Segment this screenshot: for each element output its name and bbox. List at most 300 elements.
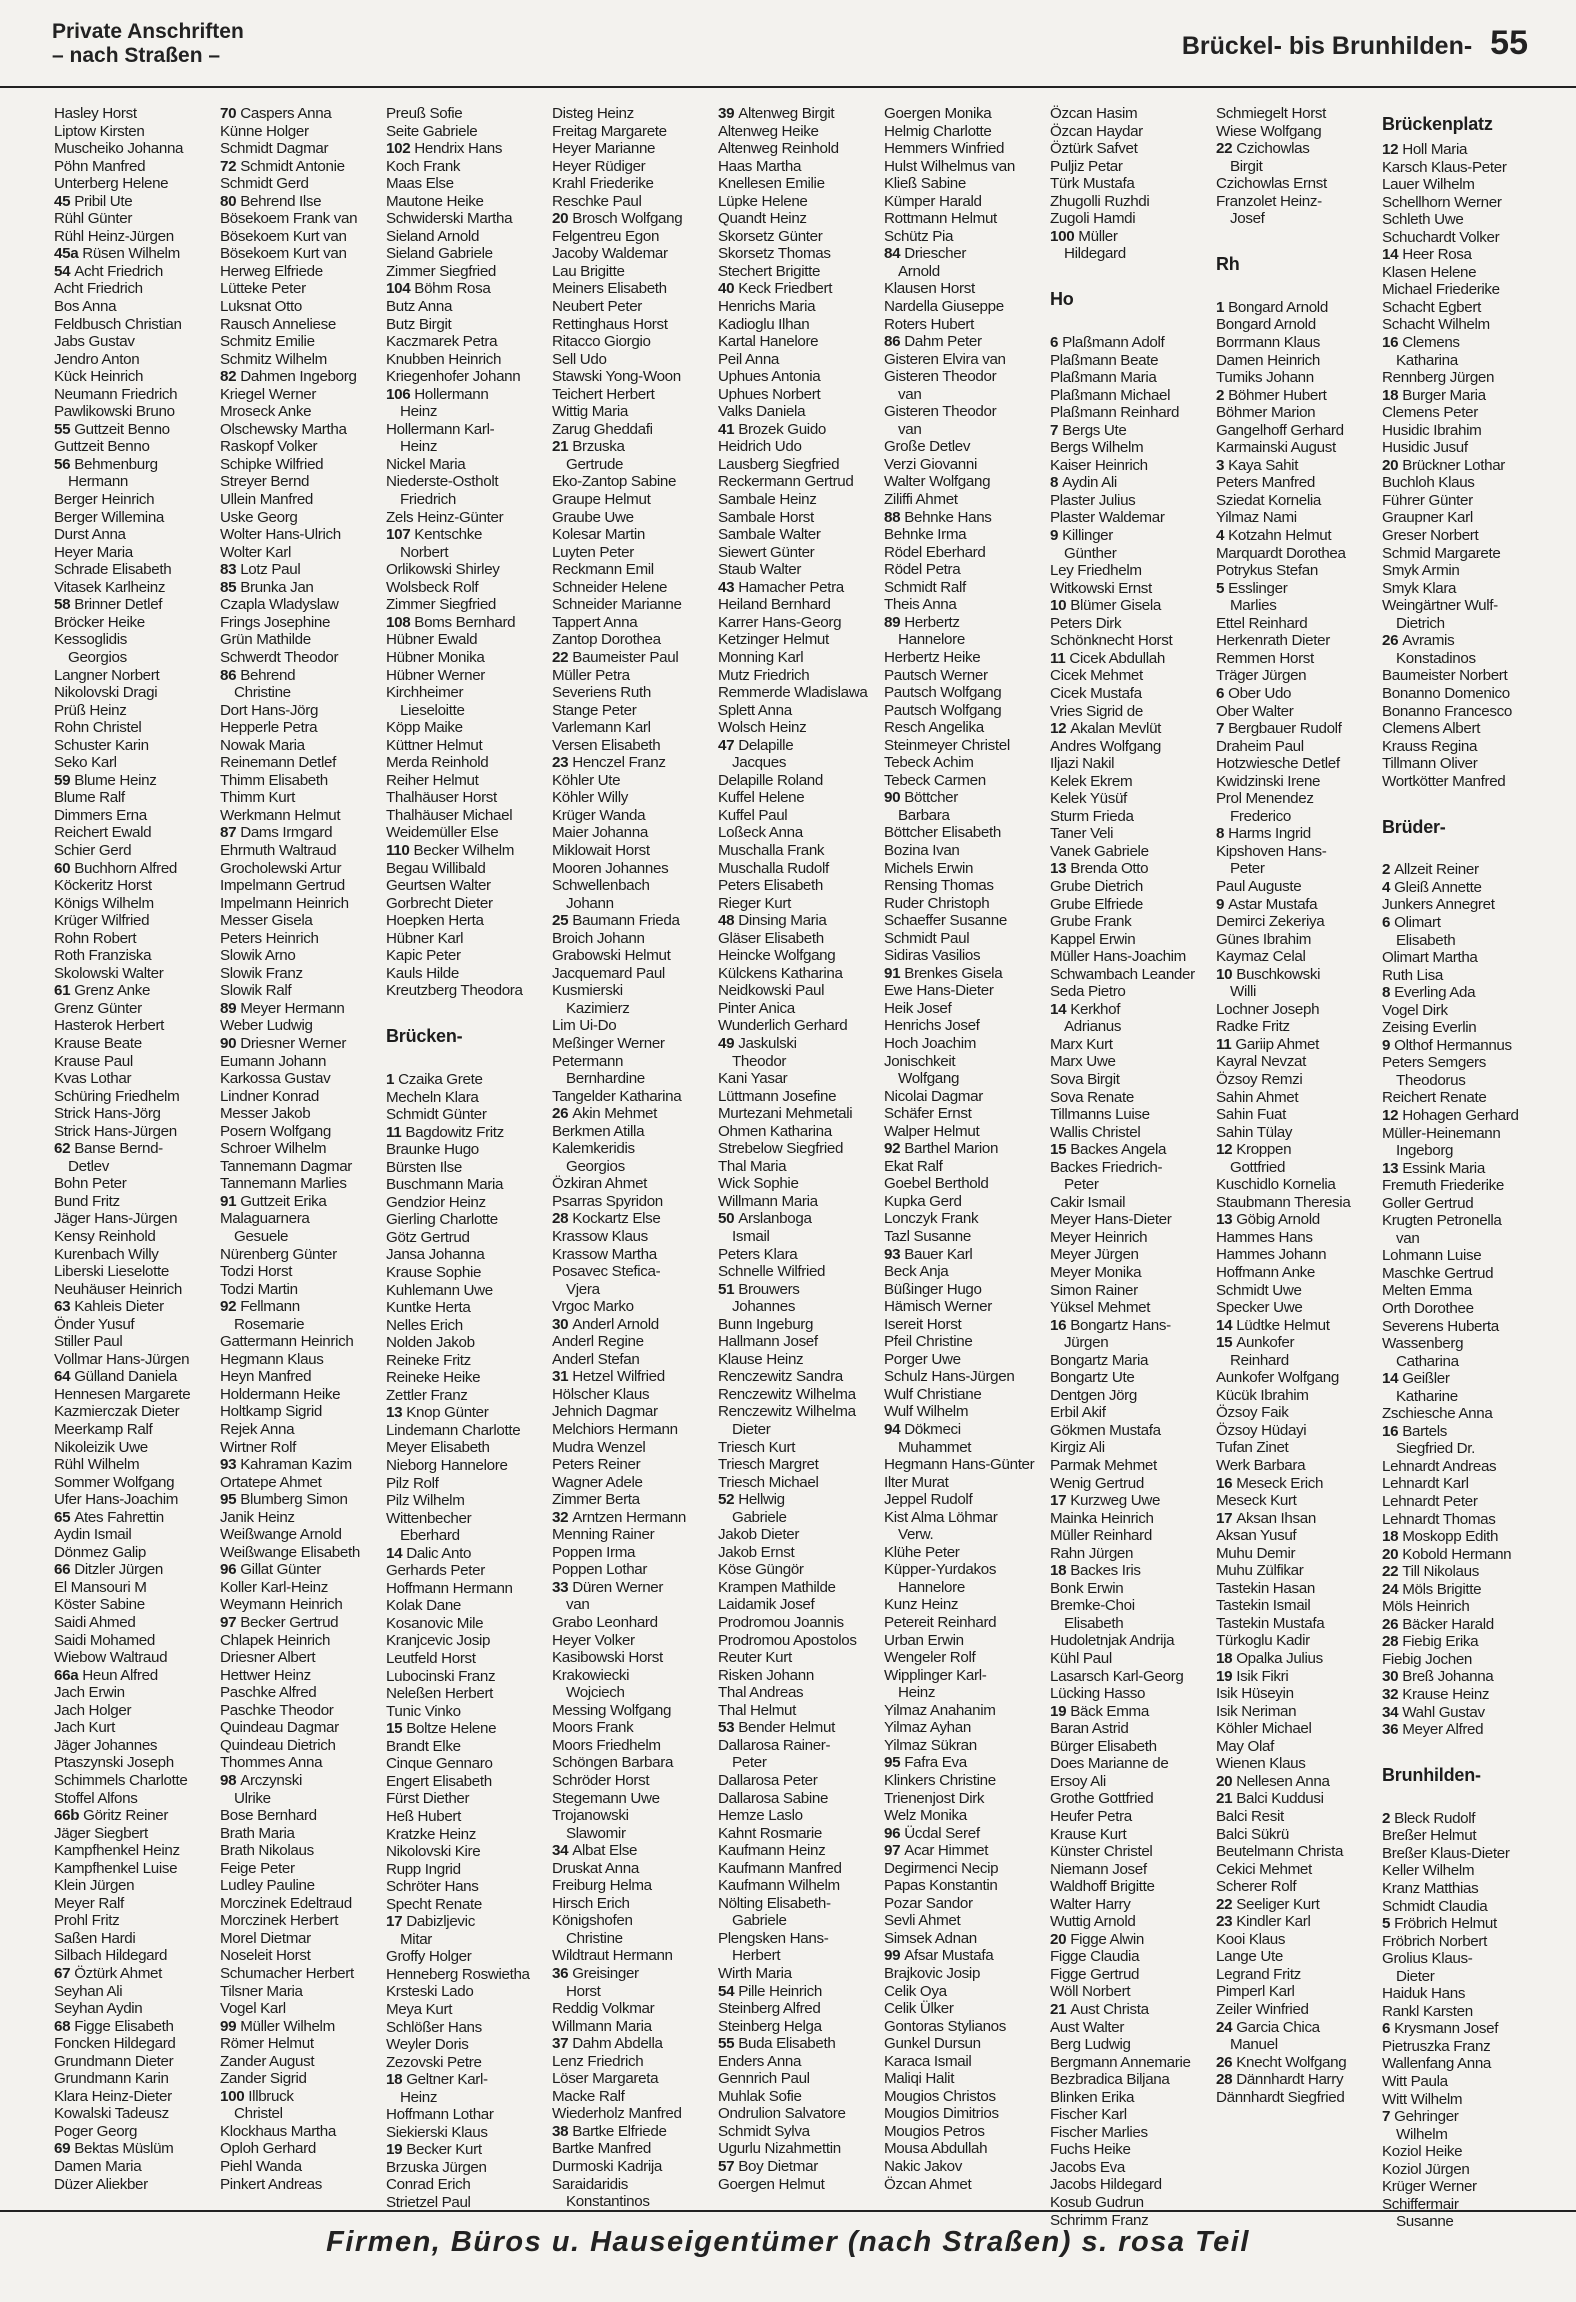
directory-entry (1216, 2054, 1382, 2072)
resident-name: Böttcher (904, 789, 958, 807)
house-number: 49 (718, 1034, 735, 1052)
directory-entry: Aust Walter (1050, 2018, 1125, 2036)
directory-entry: Seyhan Aydin (54, 2000, 143, 2018)
directory-entry: Thimm Elisabeth (220, 771, 328, 789)
directory-entry (386, 2141, 552, 2159)
directory-column-5 (718, 105, 884, 2193)
resident-name: Aunkofer (1236, 1334, 1295, 1352)
resident-name: Balci Kuddusi (1236, 1790, 1324, 1808)
directory-entry (54, 1667, 220, 1685)
resident-name: Geißler (1402, 1370, 1450, 1388)
directory-entry (884, 614, 1050, 632)
directory-entry: Siewert Günter (718, 543, 815, 561)
house-number: 7 (1382, 2108, 1391, 2126)
directory-entry: Kriegenhofer Johann (386, 368, 521, 386)
directory-entry: Freitag Margarete (552, 122, 667, 140)
directory-entry: Gläser Elisabeth (718, 929, 824, 947)
directory-entry: Muschalla Rudolf (718, 859, 829, 877)
directory-entry: Hudoletnjak Andrija (1050, 1632, 1175, 1650)
directory-entry: Kaiser Heinrich (1050, 456, 1148, 474)
directory-entry: Heyer Marianne (552, 140, 656, 158)
resident-name: Driesner Werner (240, 1034, 347, 1052)
directory-entry (1382, 1107, 1548, 1125)
house-number: 90 (884, 789, 901, 807)
directory-entry: Schwambach Leander (1050, 965, 1195, 983)
directory-entry: Köhler Michael (1216, 1720, 1312, 1738)
directory-entry (718, 2035, 884, 2053)
directory-entry: Jacoby Waldemar (552, 245, 668, 263)
entry-continuation: van (898, 385, 922, 403)
directory-entry: Haas Martha (718, 157, 802, 175)
directory-entry (220, 158, 386, 176)
directory-entry: Trojanowski (552, 1807, 629, 1825)
directory-entry: Impelmann Heinrich (220, 894, 349, 912)
resident-name: Wahl Gustav (1402, 1703, 1485, 1721)
directory-entry: Holdermann Heike (220, 1385, 341, 1403)
house-number: 64 (54, 1368, 71, 1386)
section-title-line2: – nach Straßen – (52, 44, 221, 67)
directory-entry: Cinque Gennaro (386, 1755, 493, 1773)
directory-entry: Özkiran Ahmet (552, 1175, 648, 1193)
entry-continuation: Bernhardine (566, 1070, 645, 1088)
directory-entry: Hämisch Werner (884, 1298, 992, 1316)
directory-entry: Sova Renate (1050, 1088, 1134, 1106)
house-number: 2 (1216, 386, 1225, 404)
street-heading: Rh (1216, 254, 1240, 275)
entry-continuation: Lieseloitte (400, 701, 465, 719)
directory-entry: Nolden Jakob (386, 1334, 475, 1352)
directory-entry: Lehnardt Andreas (1382, 1457, 1497, 1475)
directory-entry: Nardella Giuseppe (884, 298, 1004, 316)
entry-continuation: Siegfried Dr. (1396, 1440, 1476, 1458)
house-number: 41 (718, 420, 735, 438)
entry-continuation: Arnold (898, 262, 940, 280)
directory-entry: Mougios Dimitrios (884, 2105, 999, 2123)
resident-name: Behmenburg (74, 455, 158, 473)
directory-entry: Führer Günter (1382, 491, 1473, 509)
directory-entry: Anderl Regine (552, 1333, 644, 1351)
resident-name: Meyer Alfred (1402, 1721, 1484, 1739)
directory-entry: Berkmen Atilla (552, 1122, 645, 1140)
directory-entry: Tazl Susanne (884, 1228, 971, 1245)
directory-entry (54, 1807, 220, 1825)
directory-entry (884, 789, 1050, 807)
resident-name: Göritz Reiner (83, 1807, 169, 1825)
directory-entry (718, 421, 884, 439)
directory-entry: Tebeck Achim (884, 754, 974, 772)
directory-entry: Plaßmann Beate (1050, 351, 1159, 369)
house-number: 18 (1382, 1528, 1399, 1546)
directory-entry: Stechert Brigitte (718, 262, 821, 280)
entry-continuation: Friedrich (400, 491, 456, 509)
entry-continuation: Georgios (68, 648, 127, 666)
directory-entry (1050, 650, 1216, 668)
directory-entry: Meseck Kurt (1216, 1492, 1297, 1510)
directory-entry (54, 193, 220, 211)
directory-entry: Maschke Gertrud (1382, 1264, 1494, 1282)
directory-entry: Gangelhoff Gerhard (1216, 421, 1344, 439)
entry-continuation: Susanne (1396, 2213, 1454, 2231)
resident-name: Breß Johanna (1402, 1668, 1494, 1686)
directory-entry: Külckens Katharina (718, 964, 843, 982)
directory-entry: Krause Paul (54, 1052, 133, 1070)
resident-name: Arczynski (240, 1771, 303, 1789)
resident-name: Baumann Frieda (572, 912, 680, 930)
house-number: 25 (552, 912, 569, 930)
directory-entry: Bongard Arnold (1216, 316, 1316, 334)
house-number: 89 (220, 999, 237, 1017)
directory-entry: Köster Sabine (54, 1596, 145, 1614)
house-number: 13 (1216, 1211, 1233, 1229)
directory-entry: Pöhn Manfred (54, 157, 146, 175)
directory-entry: Pilz Rolf (386, 1474, 439, 1492)
directory-entry: Nürenberg Günter (220, 1245, 337, 1263)
directory-entry: Oploh Gerhard (220, 2140, 316, 2158)
directory-entry: Kadioglu Ilhan (718, 315, 810, 333)
directory-entry: Pautsch Wolfgang (884, 701, 1002, 719)
house-number: 34 (552, 1842, 569, 1860)
resident-name: Arslanboga (738, 1210, 812, 1228)
directory-entry (1050, 1317, 1216, 1335)
directory-entry: Götz Gertrud (386, 1228, 470, 1246)
resident-name: Gariip Ahmet (1235, 1035, 1319, 1053)
directory-entry (1382, 1915, 1548, 1933)
directory-entry (718, 1491, 884, 1509)
directory-entry: Skolowski Walter (54, 964, 164, 982)
directory-entry: Köhler Ute (552, 771, 621, 789)
directory-entry: Schellhorn Werner (1382, 193, 1502, 211)
page-range-block (1182, 24, 1528, 63)
directory-entry: Jach Erwin (54, 1684, 125, 1702)
directory-entry: Poger Georg (54, 2122, 138, 2140)
house-number: 83 (220, 561, 237, 579)
directory-entry: Malaguarnera (220, 1210, 310, 1228)
directory-entry (718, 2158, 884, 2176)
directory-entry: Karkossa Gustav (220, 1070, 331, 1088)
directory-entry (1382, 141, 1548, 159)
directory-entry (884, 965, 1050, 983)
directory-entry: Lehnardt Thomas (1382, 1510, 1496, 1528)
directory-entry (884, 1246, 1050, 1264)
directory-entry: Schmidt Ralf (884, 578, 966, 596)
entry-continuation: van (1396, 1229, 1420, 1247)
directory-entry: Schnelle Wilfried (718, 1263, 826, 1281)
directory-entry: Ritacco Giorgio (552, 333, 651, 351)
directory-entry: Dentgen Jörg (1050, 1386, 1137, 1404)
directory-entry: Unterberg Helene (54, 175, 169, 193)
directory-entry: Kazmierczak Dieter (54, 1403, 180, 1421)
directory-entry (718, 1719, 884, 1737)
directory-entry: Noseleit Horst (220, 1947, 311, 1965)
directory-entry: Krüger Wanda (552, 806, 646, 824)
directory-entry: Pinkert Andreas (220, 2175, 322, 2193)
directory-entry: Jach Holger (54, 1701, 132, 1719)
directory-entry (1382, 246, 1548, 264)
house-number: 97 (884, 1842, 901, 1860)
directory-entry (1216, 1510, 1382, 1528)
directory-entry (54, 456, 220, 474)
house-number: 15 (1216, 1334, 1233, 1352)
entry-continuation: Birgit (1230, 157, 1263, 175)
house-number: 28 (552, 1210, 569, 1228)
directory-entry: Parmak Mehmet (1050, 1457, 1157, 1475)
directory-entry: Greser Norbert (1382, 527, 1479, 545)
directory-entry: Frings Josephine (220, 613, 331, 631)
house-number: 16 (1382, 334, 1399, 352)
directory-entry: Sambale Walter (718, 526, 821, 544)
directory-entry: Pozar Sandor (884, 1894, 973, 1912)
directory-entry: Knellesen Emilie (718, 175, 825, 193)
directory-column-7 (1050, 105, 1216, 2229)
house-number: 12 (1382, 1106, 1399, 1124)
resident-name: Blumberg Simon (240, 1491, 348, 1509)
directory-entry: Zarug Gheddafi (552, 420, 653, 438)
house-number: 86 (220, 666, 237, 684)
directory-entry: Gökmen Mustafa (1050, 1421, 1161, 1439)
directory-entry (1382, 1686, 1548, 1704)
directory-entry (1216, 1913, 1382, 1931)
directory-entry: Zimmer Berta (552, 1491, 640, 1509)
directory-entry: Gennrich Paul (718, 2070, 810, 2088)
directory-entry: Plaßmann Reinhard (1050, 404, 1180, 422)
entry-continuation: Konstantinos (566, 2193, 650, 2211)
directory-entry: Prodromou Joannis (718, 1614, 844, 1632)
directory-entry: Vogel Dirk (1382, 1001, 1448, 1019)
directory-entry (1216, 457, 1382, 475)
directory-entry: Dallarosa Sabine (718, 1789, 829, 1807)
resident-name: Rüsen Wilhelm (82, 245, 180, 263)
spacer (1382, 1792, 1548, 1810)
directory-entry: Königshofen (552, 1912, 633, 1930)
directory-entry: Kücük Ibrahim (1216, 1386, 1309, 1404)
directory-entry: Hasley Horst (54, 105, 137, 122)
directory-entry: Radke Fritz (1216, 1018, 1290, 1036)
directory-entry: Kolesar Martin (552, 526, 646, 544)
directory-entry: Wienen Klaus (1216, 1755, 1306, 1773)
directory-entry: Rahn Jürgen (1050, 1544, 1134, 1562)
directory-entry (386, 280, 552, 298)
directory-entry (718, 1281, 884, 1299)
directory-entry: Baran Astrid (1050, 1720, 1129, 1738)
resident-name: Clemens (1402, 334, 1460, 352)
entry-continuation: Ingeborg (1396, 1142, 1454, 1160)
directory-entry: Böttcher Elisabeth (884, 824, 1001, 842)
resident-name: Aydin Ali (1062, 474, 1117, 492)
directory-entry: Kosanovic Mile (386, 1614, 484, 1632)
directory-entry (1216, 1036, 1382, 1054)
directory-entry: Schröter Hans (386, 1878, 479, 1896)
directory-entry: Versen Elisabeth (552, 736, 661, 754)
house-number: 68 (54, 2017, 71, 2035)
house-number: 54 (718, 1982, 735, 2000)
entry-continuation: Kazimierz (566, 999, 630, 1017)
directory-entry: Jabs Gustav (54, 333, 135, 351)
directory-entry: Ketzinger Helmut (718, 631, 829, 649)
resident-name: Düren Werner (572, 1578, 664, 1596)
directory-entry (220, 1035, 386, 1053)
directory-entry: Pfeil Christine (884, 1333, 973, 1351)
house-number: 88 (884, 508, 901, 526)
house-number: 13 (386, 1404, 403, 1422)
directory-entry: Hoepken Herta (386, 912, 484, 930)
spacer (1382, 844, 1548, 862)
directory-entry: Todzi Horst (220, 1263, 293, 1281)
directory-entry: Willmann Maria (552, 2017, 652, 2035)
house-number: 63 (54, 1298, 71, 1316)
directory-entry (884, 1842, 1050, 1860)
directory-entry: Knubben Heinrich (386, 350, 502, 368)
directory-entry: Fröbrich Norbert (1382, 1932, 1487, 1950)
directory-entry: Kusmierski (552, 982, 623, 1000)
directory-entry: Pilz Wilhelm (386, 1492, 465, 1510)
directory-entry: Hemze Laslo (718, 1807, 803, 1825)
directory-entry: Mecheln Klara (386, 1088, 479, 1106)
directory-entry (1216, 685, 1382, 703)
directory-entry: Wassenberg (1382, 1335, 1464, 1353)
directory-entry: Rennberg Jürgen (1382, 369, 1495, 387)
resident-name: Isik Fikri (1236, 1667, 1289, 1685)
directory-entry: Fuchs Heike (1050, 2141, 1131, 2159)
directory-entry: Uphues Antonia (718, 368, 821, 386)
section-title-line1: Private Anschriften (52, 20, 244, 43)
directory-entry (884, 245, 1050, 263)
directory-entry: Freiburg Helma (552, 1877, 652, 1895)
resident-name: Brückner Lothar (1402, 456, 1506, 474)
directory-entry: Grube Dietrich (1050, 877, 1144, 895)
directory-entry (386, 2071, 552, 2089)
directory-entry: Neumann Friedrich (54, 385, 178, 403)
directory-entry: Bonk Erwin (1050, 1579, 1124, 1597)
directory-entry: Kapic Peter (386, 947, 461, 965)
directory-entry: Jakob Dieter (718, 1526, 800, 1544)
directory-entry: Bartke Manfred (552, 2140, 651, 2158)
directory-entry (1382, 1704, 1548, 1722)
resident-name: Brzuska (572, 438, 625, 456)
directory-entry: Wulf Christiane (884, 1385, 982, 1403)
directory-entry: Hegmann Hans-Günter (884, 1456, 1035, 1474)
directory-entry: Weber Ludwig (220, 1017, 313, 1035)
directory-entry: Nikoleizik Uwe (54, 1438, 148, 1456)
directory-entry: Monning Karl (718, 648, 804, 666)
directory-entry: Dallarosa Rainer- (718, 1736, 831, 1754)
directory-entry: Helmig Charlotte (884, 122, 992, 140)
directory-entry (1216, 720, 1382, 738)
directory-entry (1382, 1037, 1548, 1055)
entry-continuation: Hildegard (1064, 245, 1126, 263)
resident-name: Keck Friedbert (738, 280, 833, 298)
resident-name: Gleiß Annette (1394, 878, 1482, 896)
resident-name: Plaßmann Adolf (1062, 334, 1165, 352)
house-number: 6 (1382, 913, 1391, 931)
directory-entry: Jäger Hans-Jürgen (54, 1210, 178, 1228)
directory-entry (1216, 825, 1382, 843)
resident-name: Schmidt Antonie (240, 157, 345, 175)
directory-entry: Grenz Günter (54, 999, 142, 1017)
resident-name: Allzeit Reiner (1394, 861, 1479, 879)
house-number: 61 (54, 982, 71, 1000)
directory-entry: Uske Georg (220, 508, 298, 526)
resident-name: Behnke Hans (904, 508, 992, 526)
directory-entry (552, 2123, 718, 2141)
resident-name: Brunka Jan (240, 578, 314, 596)
directory-entry (1050, 1141, 1216, 1159)
directory-entry: Disteg Heinz (552, 105, 634, 122)
directory-entry: Sahin Tülay (1216, 1123, 1293, 1141)
house-number: 20 (552, 210, 569, 228)
directory-entry: Meiners Elisabeth (552, 280, 667, 298)
directory-entry: Krsteski Lado (386, 1983, 474, 2001)
directory-entry (54, 596, 220, 614)
directory-entry: Eumann Johann (220, 1052, 327, 1070)
directory-entry: Messer Jakob (220, 1105, 311, 1123)
directory-entry: Krassow Klaus (552, 1228, 648, 1245)
house-number: 26 (552, 1105, 569, 1123)
entry-continuation: Wolfgang (898, 1070, 960, 1088)
directory-entry: Sambale Heinz (718, 491, 817, 509)
directory-entry (884, 1421, 1050, 1439)
directory-entry: Reiher Helmut (386, 771, 479, 789)
footer-note: Firmen, Büros u. Hauseigentümer (nach Straßen) s. rosa Teil (326, 2226, 1250, 2258)
resident-name: Backes Angela (1070, 1141, 1167, 1159)
house-number: 99 (220, 2017, 237, 2035)
directory-entry: Kvas Lothar (54, 1070, 132, 1088)
resident-name: Möls Brigitte (1402, 1580, 1482, 1598)
directory-entry (1382, 1721, 1548, 1739)
directory-entry: Bongartz Ute (1050, 1369, 1135, 1387)
resident-name: Olimart (1394, 913, 1441, 931)
directory-entry: Welz Monika (884, 1807, 967, 1825)
directory-entry: Heiland Bernhard (718, 596, 831, 614)
directory-entry: Klein Jürgen (54, 1877, 135, 1895)
directory-entry: Bozina Ivan (884, 841, 960, 859)
directory-entry: Lim Ui-Do (552, 1017, 617, 1035)
directory-entry: Paschke Alfred (220, 1684, 317, 1702)
resident-name: Krause Heinz (1402, 1686, 1490, 1704)
directory-column-8 (1216, 105, 1382, 2193)
directory-entry: Heyer Volker (552, 1631, 635, 1649)
directory-entry: Valks Daniela (718, 403, 806, 421)
house-number: 22 (1382, 1563, 1399, 1581)
directory-entry: Butz Anna (386, 298, 453, 316)
directory-entry: Wengeler Rolf (884, 1649, 976, 1667)
directory-entry: Haiduk Hans (1382, 1985, 1466, 2003)
directory-entry: Sommer Wolfgang (54, 1473, 175, 1491)
directory-entry: Önder Yusuf (54, 1315, 135, 1333)
directory-entry: Celik Ülker (884, 2000, 954, 2018)
directory-entry: Plaster Waldemar (1050, 509, 1165, 527)
directory-entry: Willmann Maria (718, 1192, 818, 1210)
directory-entry: Hübner Karl (386, 929, 464, 947)
resident-name: Bauer Karl (904, 1245, 973, 1263)
directory-entry: Tufan Zinet (1216, 1439, 1289, 1457)
resident-name: Bäcker Harald (1402, 1615, 1494, 1633)
directory-entry: Krauss Regina (1382, 737, 1478, 755)
directory-entry: Jacobs Hildegard (1050, 2176, 1162, 2194)
directory-entry: Acht Friedrich (54, 280, 143, 298)
directory-entry: Kurenbach Willy (54, 1245, 159, 1263)
directory-entry: Sevli Ahmet (884, 1912, 961, 1930)
directory-entry: Müller Reinhard (1050, 1527, 1152, 1545)
directory-entry (552, 1579, 718, 1597)
directory-entry: Merda Reinhold (386, 754, 489, 772)
entry-continuation: Theodor (732, 1052, 787, 1070)
directory-entry: Zeiler Winfried (1216, 2000, 1309, 2018)
resident-name: Kaya Sahit (1228, 456, 1299, 474)
entry-continuation: Jacques (732, 754, 787, 772)
entry-continuation: Georgios (566, 1157, 625, 1175)
directory-entry: Reichert Ewald (54, 824, 152, 842)
spacer (1216, 281, 1382, 299)
